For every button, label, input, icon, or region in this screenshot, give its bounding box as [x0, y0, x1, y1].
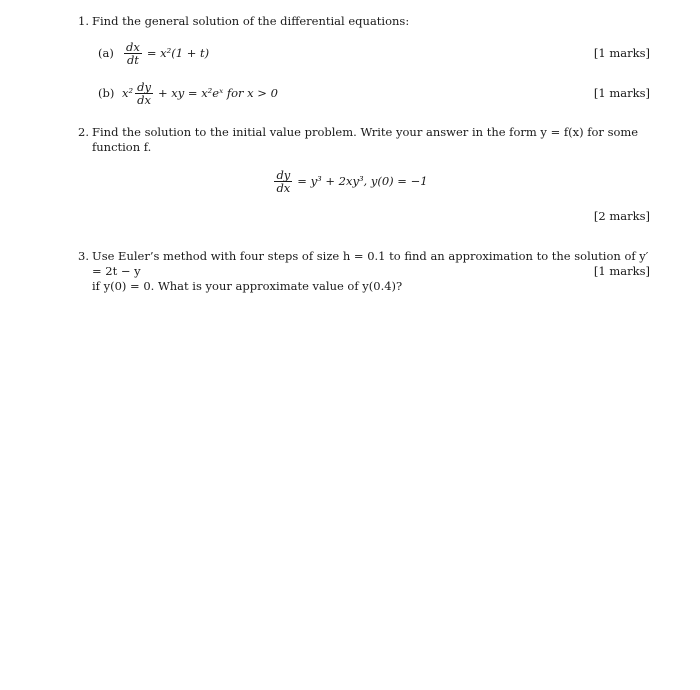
equation-prefix: x² — [122, 86, 134, 100]
marks-label: [2 marks] — [593, 209, 650, 223]
fraction-denominator: dt — [126, 52, 139, 67]
question-text-line-1: Use Euler’s method with four steps of size h = 0.1 to find an approximation to the solution of y′ = 2t − y — [92, 249, 649, 278]
question-text: Find the solution to the initial value problem. Write your answer in the form y = f(x) for some function f. — [92, 125, 639, 154]
marks-label: [1 marks] — [593, 46, 650, 60]
part-label: (a) — [98, 46, 114, 60]
question-1 — [78, 14, 650, 29]
question-1a — [98, 38, 650, 68]
equation-rest: = y³ + 2xy³, y(0) = −1 — [297, 174, 428, 188]
fraction-numerator: dx — [126, 39, 140, 54]
part-label: (b) — [98, 86, 115, 100]
question-text: Find the general solution of the differential equations: — [92, 14, 410, 28]
fraction — [135, 81, 153, 106]
question-2-equation — [0, 166, 700, 196]
marks-label: [1 marks] — [593, 264, 650, 278]
fraction-denominator: dx — [276, 180, 291, 195]
marks-label: [1 marks] — [593, 86, 650, 100]
question-1b — [98, 78, 650, 108]
question-number: 3. — [78, 249, 89, 263]
question-number: 1. — [78, 14, 89, 28]
question-number: 2. — [78, 125, 89, 139]
question-2 — [78, 125, 650, 155]
fraction — [274, 169, 292, 194]
fraction-numerator: dy — [276, 167, 291, 182]
question-text-line-2: if y(0) = 0. What is your approximate value of y(0.4)? — [92, 279, 403, 293]
fraction-denominator: dx — [137, 92, 151, 107]
fraction-numerator: dy — [137, 79, 151, 94]
fraction — [124, 41, 142, 66]
question-3 — [78, 249, 650, 294]
equation-rest: = x²(1 + t) — [146, 46, 210, 60]
equation-rest: + xy = x²eˣ for x > 0 — [157, 86, 278, 100]
